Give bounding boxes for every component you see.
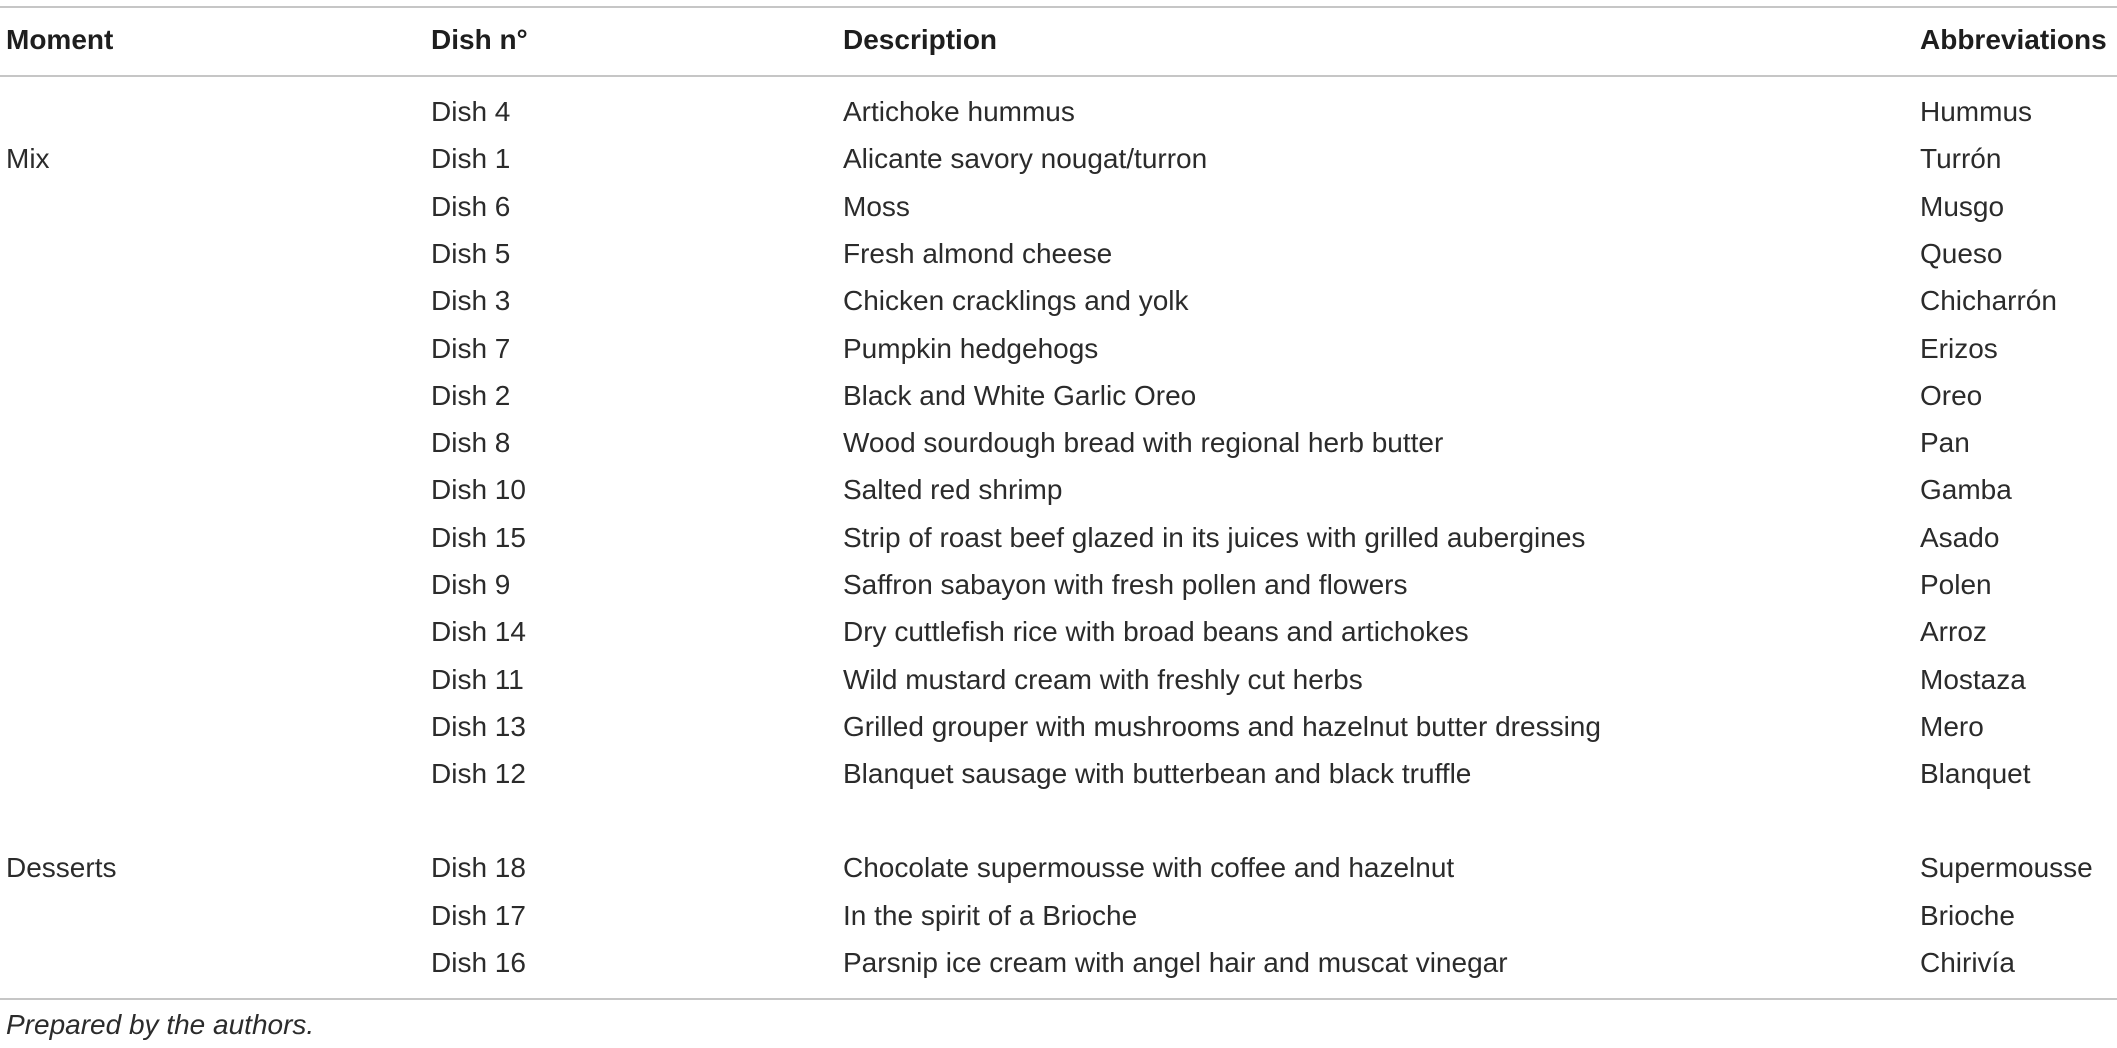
cell-dish-number: Dish 12 bbox=[431, 758, 526, 789]
cell-dish-number: Dish 16 bbox=[431, 947, 526, 978]
cell-abbreviation: Turrón bbox=[1920, 143, 2002, 174]
cell-description: Fresh almond cheese bbox=[843, 238, 1113, 269]
cell-abbreviation: Chicharrón bbox=[1920, 285, 2057, 316]
cell-description: Wild mustard cream with freshly cut herbs bbox=[843, 664, 1363, 695]
cell-abbreviation: Pan bbox=[1920, 427, 1970, 458]
cell-abbreviation: Hummus bbox=[1920, 96, 2033, 127]
cell-description: Moss bbox=[843, 191, 910, 222]
cell-description: Chocolate supermousse with coffee and hazelnut bbox=[843, 852, 1455, 883]
cell-dish-number: Dish 1 bbox=[431, 143, 511, 174]
cell-abbreviation: Polen bbox=[1920, 569, 1992, 600]
cell-dish-number: Dish 9 bbox=[431, 569, 511, 600]
cell-abbreviation: Erizos bbox=[1920, 333, 1998, 364]
cell-abbreviation: Asado bbox=[1920, 522, 2000, 553]
cell-description: Parsnip ice cream with angel hair and muscat vinegar bbox=[843, 947, 1508, 978]
header-description: Description bbox=[843, 24, 998, 55]
cell-abbreviation: Mostaza bbox=[1920, 664, 2026, 695]
cell-abbreviation: Blanquet bbox=[1920, 758, 2031, 789]
cell-dish-number: Dish 5 bbox=[431, 238, 511, 269]
cell-description: Salted red shrimp bbox=[843, 474, 1063, 505]
cell-dish-number: Dish 3 bbox=[431, 285, 511, 316]
header-dish-number: Dish n° bbox=[431, 24, 528, 55]
cell-description: In the spirit of a Brioche bbox=[843, 900, 1138, 931]
top-rule bbox=[0, 6, 2117, 8]
cell-dish-number: Dish 8 bbox=[431, 427, 511, 458]
cell-abbreviation: Musgo bbox=[1920, 191, 2005, 222]
cell-description: Grilled grouper with mushrooms and hazelnut butter dressing bbox=[843, 711, 1601, 742]
cell-description: Wood sourdough bread with regional herb butter bbox=[843, 427, 1444, 458]
header-rule bbox=[0, 75, 2117, 77]
bottom-rule bbox=[0, 998, 2117, 1000]
cell-dish-number: Dish 13 bbox=[431, 711, 526, 742]
cell-description: Chicken cracklings and yolk bbox=[843, 285, 1189, 316]
table-footnote: Prepared by the authors. bbox=[6, 1009, 315, 1040]
cell-description: Saffron sabayon with fresh pollen and flowers bbox=[843, 569, 1408, 600]
cell-abbreviation: Supermousse bbox=[1920, 852, 2093, 883]
header-moment: Moment bbox=[6, 24, 114, 55]
cell-moment: Mix bbox=[6, 143, 50, 174]
cell-moment: Desserts bbox=[6, 852, 117, 883]
cell-dish-number: Dish 6 bbox=[431, 191, 511, 222]
cell-description: Alicante savory nougat/turron bbox=[843, 143, 1208, 174]
cell-dish-number: Dish 11 bbox=[431, 664, 524, 695]
cell-abbreviation: Gamba bbox=[1920, 474, 2012, 505]
cell-dish-number: Dish 18 bbox=[431, 852, 526, 883]
cell-dish-number: Dish 14 bbox=[431, 616, 526, 647]
cell-dish-number: Dish 7 bbox=[431, 333, 511, 364]
cell-abbreviation: Arroz bbox=[1920, 616, 1987, 647]
cell-description: Artichoke hummus bbox=[843, 96, 1075, 127]
cell-dish-number: Dish 2 bbox=[431, 380, 511, 411]
cell-description: Black and White Garlic Oreo bbox=[843, 380, 1197, 411]
cell-dish-number: Dish 17 bbox=[431, 900, 526, 931]
cell-abbreviation: Brioche bbox=[1920, 900, 2015, 931]
cell-dish-number: Dish 10 bbox=[431, 474, 526, 505]
cell-description: Strip of roast beef glazed in its juices with grilled aubergines bbox=[843, 522, 1586, 553]
cell-description: Dry cuttlefish rice with broad beans and artichokes bbox=[843, 616, 1469, 647]
cell-dish-number: Dish 15 bbox=[431, 522, 526, 553]
cell-abbreviation: Oreo bbox=[1920, 380, 1983, 411]
cell-description: Pumpkin hedgehogs bbox=[843, 333, 1099, 364]
cell-abbreviation: Queso bbox=[1920, 238, 2003, 269]
cell-dish-number: Dish 4 bbox=[431, 96, 511, 127]
header-abbreviations: Abbreviations bbox=[1920, 24, 2107, 55]
cell-abbreviation: Mero bbox=[1920, 711, 1984, 742]
cell-description: Blanquet sausage with butterbean and black truffle bbox=[843, 758, 1472, 789]
cell-abbreviation: Chirivía bbox=[1920, 947, 2015, 978]
